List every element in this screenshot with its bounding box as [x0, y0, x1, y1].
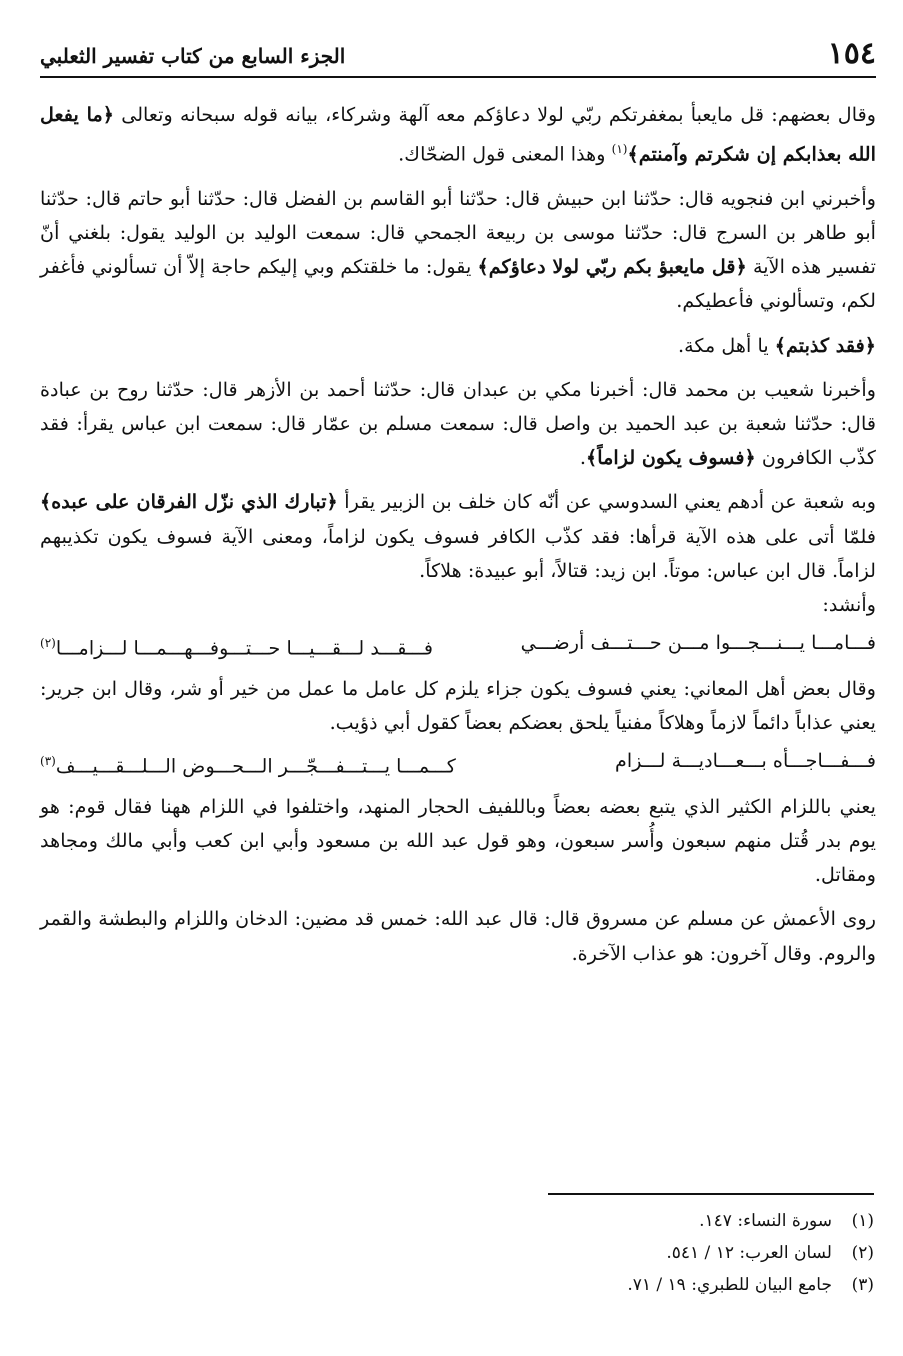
quran-verse: ﴿ما يفعل الله بعذابكم إن شكرتم وآمنتم﴾	[40, 103, 876, 166]
paragraph-text: .	[579, 446, 587, 470]
paragraph-3	[40, 329, 876, 363]
footnote-ref: (١)	[611, 142, 628, 157]
quran-verse: ﴿تبارك الذي نزّل الفرقان على عبده﴾	[40, 490, 338, 514]
paragraph-1	[40, 98, 876, 172]
page-header	[40, 36, 876, 78]
verse-text: كـــمـــا يـــتـــفـــجّـــر الـــحـــوض الـــلـــقـــيـــف	[55, 754, 456, 778]
paragraph-2	[40, 182, 876, 319]
footnotes	[440, 1205, 874, 1301]
paragraph-text: وهذا المعنى قول الضحّاك.	[398, 142, 612, 166]
paragraph-4	[40, 373, 876, 476]
footnote-ref: (٢)	[40, 636, 56, 651]
paragraph-6	[40, 588, 876, 622]
running-title: الجزء السابع من كتاب تفسير الثعلبي	[40, 44, 346, 68]
paragraph-text: يا أهل مكة.	[678, 333, 775, 357]
quran-verse: ﴿قل مايعبؤ بكم ربّي لولا دعاؤكم﴾	[477, 255, 747, 279]
poetry-verse-2	[40, 744, 876, 784]
quran-verse: ﴿فسوف يكون لزاماً﴾	[586, 446, 756, 470]
footnote-1	[440, 1205, 874, 1237]
footnote-divider	[548, 1193, 874, 1195]
footnote-3	[440, 1269, 874, 1301]
verse-second-hemistich	[40, 626, 433, 666]
quran-verse: ﴿فقد كذبتم﴾	[774, 333, 876, 357]
paragraph-text: يعني باللزام الكثير الذي يتبع بعضه بعضاً وباللفيف الحجار المنهد، واختلفوا في اللزام ههنا فقال قوم: هو يوم بدر قُتل منهم سبعون وأُسر سبعون، وهو قول عبد الله بن مسعود وأبي ابن كعب وأبي مالك ومجاهد ومقاتل.	[40, 794, 876, 887]
paragraph-text: وأخبرنا شعيب بن محمد قال: أخبرنا مكي بن عبدان قال: حدّثنا أحمد بن الأزهر قال: حدّثنا روح بن عبادة قال: حدّثنا شعبة بن عبد الحميد بن واصل قال: سمعت مسلم بن عمّار قال: سمعت ابن عباس يقرأ: فقد كذّب الكافرون	[40, 377, 876, 470]
paragraph-5	[40, 485, 876, 588]
page-number: ١٥٤	[827, 36, 876, 71]
paragraph-text: روى الأعمش عن مسلم عن مسروق قال: قال عبد الله: خمس قد مضين: الدخان واللزام والبطشة والقمر والروم. وقال آخرون: هو عذاب الآخرة.	[40, 907, 876, 965]
paragraph-text: يقول: ما خلقتكم وبي إليكم حاجة إلاّ أن تسألوني فأغفر لكم، وتسألوني فأعطيكم.	[40, 255, 876, 313]
footnote-number: (٢)	[851, 1243, 874, 1263]
footnote-text: لسان العرب: ١٢ / ٥٤١.	[666, 1243, 832, 1263]
paragraph-text: فلمّا أتى على هذه الآية قرأها: فقد كذّب الكافر فسوف يكون لزاماً، ومعنى الآية فسوف يكون تكذيبهم لزاماً. قال ابن عباس: موتاً. ابن زيد: قتالاً، أبو عبيدة: هلاكاً.	[40, 524, 876, 582]
poetry-verse-1	[40, 626, 876, 666]
paragraph-text: وقال بعضهم: قل مايعبأ بمغفرتكم ربّي لولا دعاؤكم معه آلهة وشركاء، بيانه قوله سبحانه وتعالى	[114, 103, 877, 126]
main-text	[40, 98, 876, 981]
footnote-number: (٣)	[851, 1275, 874, 1295]
footnote-ref: (٣)	[40, 754, 56, 769]
verse-first-hemistich: فـــفـــاجـــأه بـــعـــاديـــة لـــزام	[615, 749, 876, 773]
footnote-2	[440, 1237, 874, 1269]
paragraph-7	[40, 672, 876, 740]
paragraph-8	[40, 790, 876, 893]
paragraph-text: وقال بعض أهل المعاني: يعني فسوف يكون جزاء يلزم كل عامل ما عمل من خير أو شر، وقال ابن جرير: يعني عذاباً دائماً لازماً وهلاكاً مفنياً يلحق بعضكم بعضاً كقول أبي ذؤيب.	[40, 676, 876, 735]
paragraph-text: وأخبرني ابن فنجويه قال: حدّثنا ابن حبيش قال: حدّثنا أبو القاسم بن الفضل قال: حدّثنا أبو حاتم قال: حدّثنا أبو طاهر بن السرج قال: حدّثنا موسى بن ربيعة الجمحي قال: سمعت الوليد بن الوليد يقول: بلغني أنّ تفسير هذه الآية	[40, 186, 877, 279]
footnote-number: (١)	[851, 1211, 874, 1231]
footnote-text: جامع البيان للطبري: ١٩ / ٧١.	[627, 1275, 832, 1295]
footnote-text: سورة النساء: ١٤٧.	[699, 1211, 832, 1231]
verse-text: فـــقـــد لـــقـــيـــا حـــتـــوفـــهـــمـــا لـــزامـــا	[55, 636, 434, 660]
paragraph-9	[40, 902, 876, 970]
paragraph-text: وأنشد:	[822, 593, 876, 617]
verse-second-hemistich	[40, 744, 456, 784]
verse-first-hemistich: فـــامـــا يـــنـــجـــوا مـــن حـــتـــف أرضـــي	[520, 631, 876, 655]
paragraph-text: وبه شعبة عن أدهم يعني السدوسي عن أنّه كان خلف بن الزبير يقرأ	[337, 490, 876, 514]
